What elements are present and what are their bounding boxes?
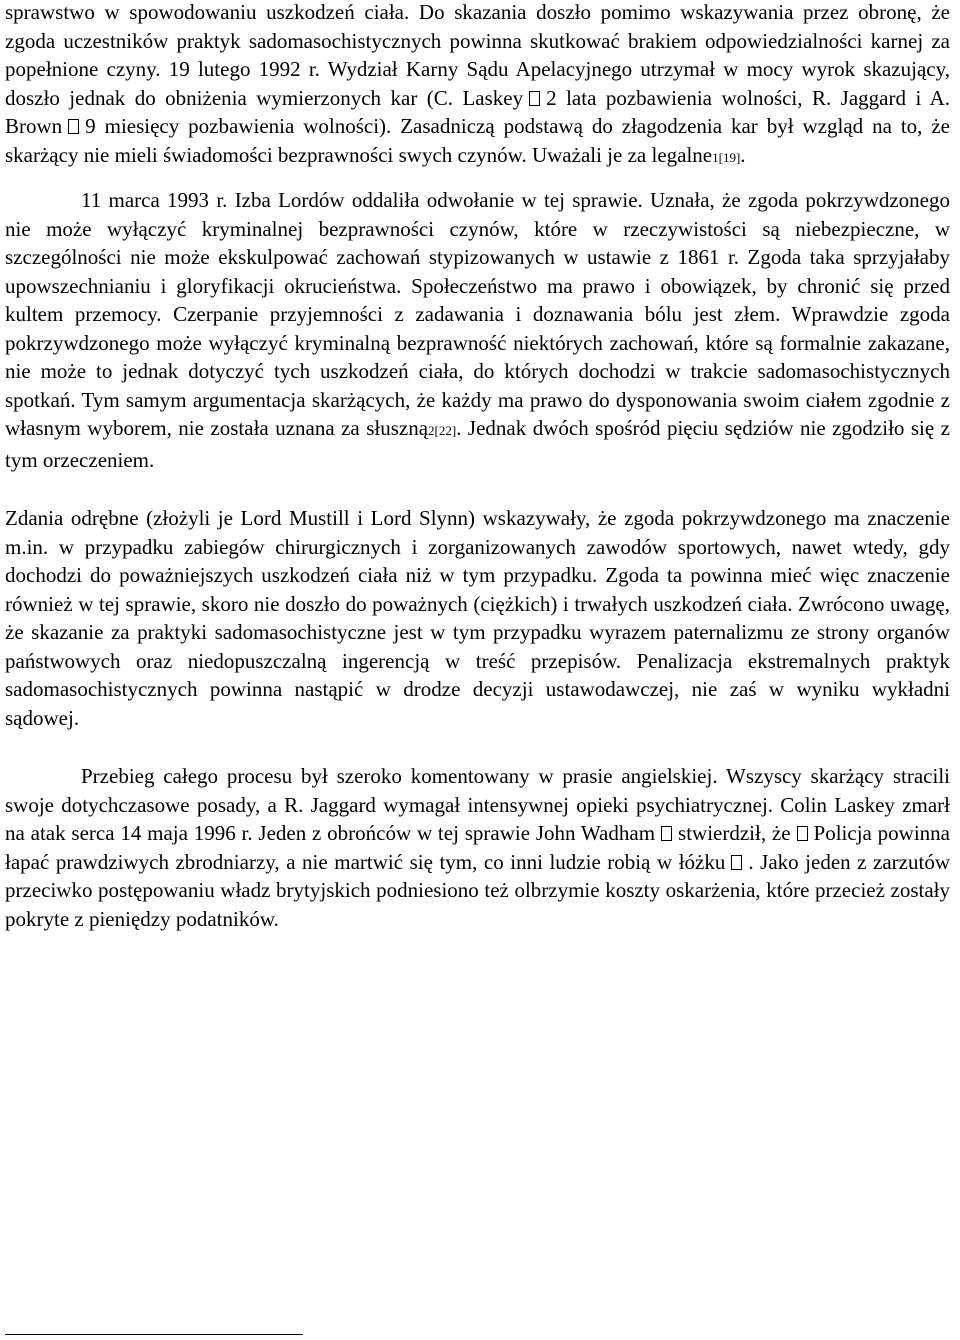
footnote-ref-2[interactable]: 2[22]	[428, 423, 457, 438]
paragraph-2	[5, 186, 950, 474]
paragraph-4-text-c: Policja powinna łapać prawdziwych zbrodniarzy, a nie martwić się tym, co inni ludzie robią w łóżku	[5, 821, 950, 874]
missing-glyph-icon	[731, 855, 742, 870]
paragraph-1	[5, 0, 950, 172]
paragraph-4	[5, 762, 950, 933]
document-page	[5, 0, 950, 933]
missing-glyph-icon	[529, 91, 540, 106]
missing-glyph-icon	[68, 119, 79, 134]
paragraph-4-text-a: Przebieg całego procesu był szeroko komentowany w prasie angielskiej. Wszyscy skarżący stracili swoje dotychczasowe posady, a R. Jaggard wymagał intensywnej opieki psychiatrycznej. Colin Laskey zmarł na atak serca 14 maja 1996 r. Jeden z obrońców w tej sprawie John Wadham	[5, 764, 950, 845]
paragraph-2-text-a: 11 marca 1993 r. Izba Lordów oddaliła odwołanie w tej sprawie. Uznała, że zgoda pokrzywdzonego nie może wyłączyć kryminalnej bezprawności czynów, które w rzeczywistości są niebezpieczne, w szczególności nie może ekskulpować zachowań stypizowanych w ustawie z 1861 r. Zgoda taka sprzyjałaby upowszechnianiu i gloryfikacji okrucieństwa. Społeczeństwo ma prawo i obowiązek, by chronić się przed kultem przemocy. Czerpanie przyjemności z zadawania i doznawania bólu jest złem. Wprawdzie zgoda pokrzywdzonego może wyłączyć kryminalną bezprawność niektórych zachowań, które są formalnie zakazane, nie może to jednak dotyczyć tych uszkodzeń ciała, do których dochodzi w trakcie sadomasochistycznych spotkań. Tym samym argumentacja skarżących, że każdy ma prawo do dysponowania swoim ciałem zgodnie z własnym wyborem, nie została uznana za słuszną	[5, 188, 950, 440]
paragraph-3: Zdania odrębne (złożyli je Lord Mustill i Lord Slynn) wskazywały, że zgoda pokrzywdzonego ma znaczenie m.in. w przypadku zabiegów chirurgicznych i zorganizowanych zawodów sportowych, nawet wtedy, gdy dochodzi do poważniejszych uszkodzeń ciała niż w tym przypadku. Zgoda ta powinna mieć więc znaczenie również w tej sprawie, skoro nie doszło do poważnych (ciężkich) i trwałych uszkodzeń ciała. Zwrócono uwagę, że skazanie za praktyki sadomasochistyczne jest w tym przypadku wyrazem paternalizmu ze strony organów państwowych oraz niedopuszczalną ingerencją w treść przepisów. Penalizacja ekstremalnych praktyk sadomasochistycznych powinna nastąpić w drodze decyzji ustawodawczej, nie zaś w wyniku wykładni sądowej.	[5, 506, 950, 730]
paragraph-1-text-c: 9 miesięcy pozbawienia wolności). Zasadniczą podstawą do złagodzenia kar był wzgląd na to, że skarżący nie mieli świadomości bezprawności swych czynów. Uważali je za legalne	[5, 114, 950, 167]
paragraph-2-text-b: . Jednak dwóch spośród pięciu sędziów nie zgodziło się z tym orzeczeniem.	[5, 416, 950, 472]
missing-glyph-icon	[661, 826, 672, 841]
paragraph-1-text-a: sprawstwo w spowodowaniu uszkodzeń ciała. Do skazania doszło pomimo wskazywania przez obronę, że zgoda uczestników praktyk sadomasochistycznych powinna skutkować brakiem odpowiedzialności karnej za popełnione czyny. 19 lutego 1992 r. Wydział Karny Sądu Apelacyjnego utrzymał w mocy wyrok skazujący, doszło jednak do obniżenia wymierzonych kar (C. Laskey	[5, 0, 950, 110]
footnote-ref-1[interactable]: 1[19]	[712, 149, 741, 165]
paragraph-1-end: .	[740, 142, 746, 167]
paragraph-1-text-b: 2 lata pozbawienia wolności, R. Jaggard i A. Brown	[5, 85, 950, 138]
footnote-separator	[5, 1334, 303, 1335]
paragraph-4-text-d: . Jako jeden z zarzutów przeciwko postępowaniu władz brytyjskich podniesiono też olbrzymie koszty oskarżenia, które przecież zostały pokryte z pieniędzy podatników.	[5, 849, 950, 931]
paragraph-4-text-b: stwierdził, że	[678, 821, 791, 845]
missing-glyph-icon	[797, 826, 808, 841]
